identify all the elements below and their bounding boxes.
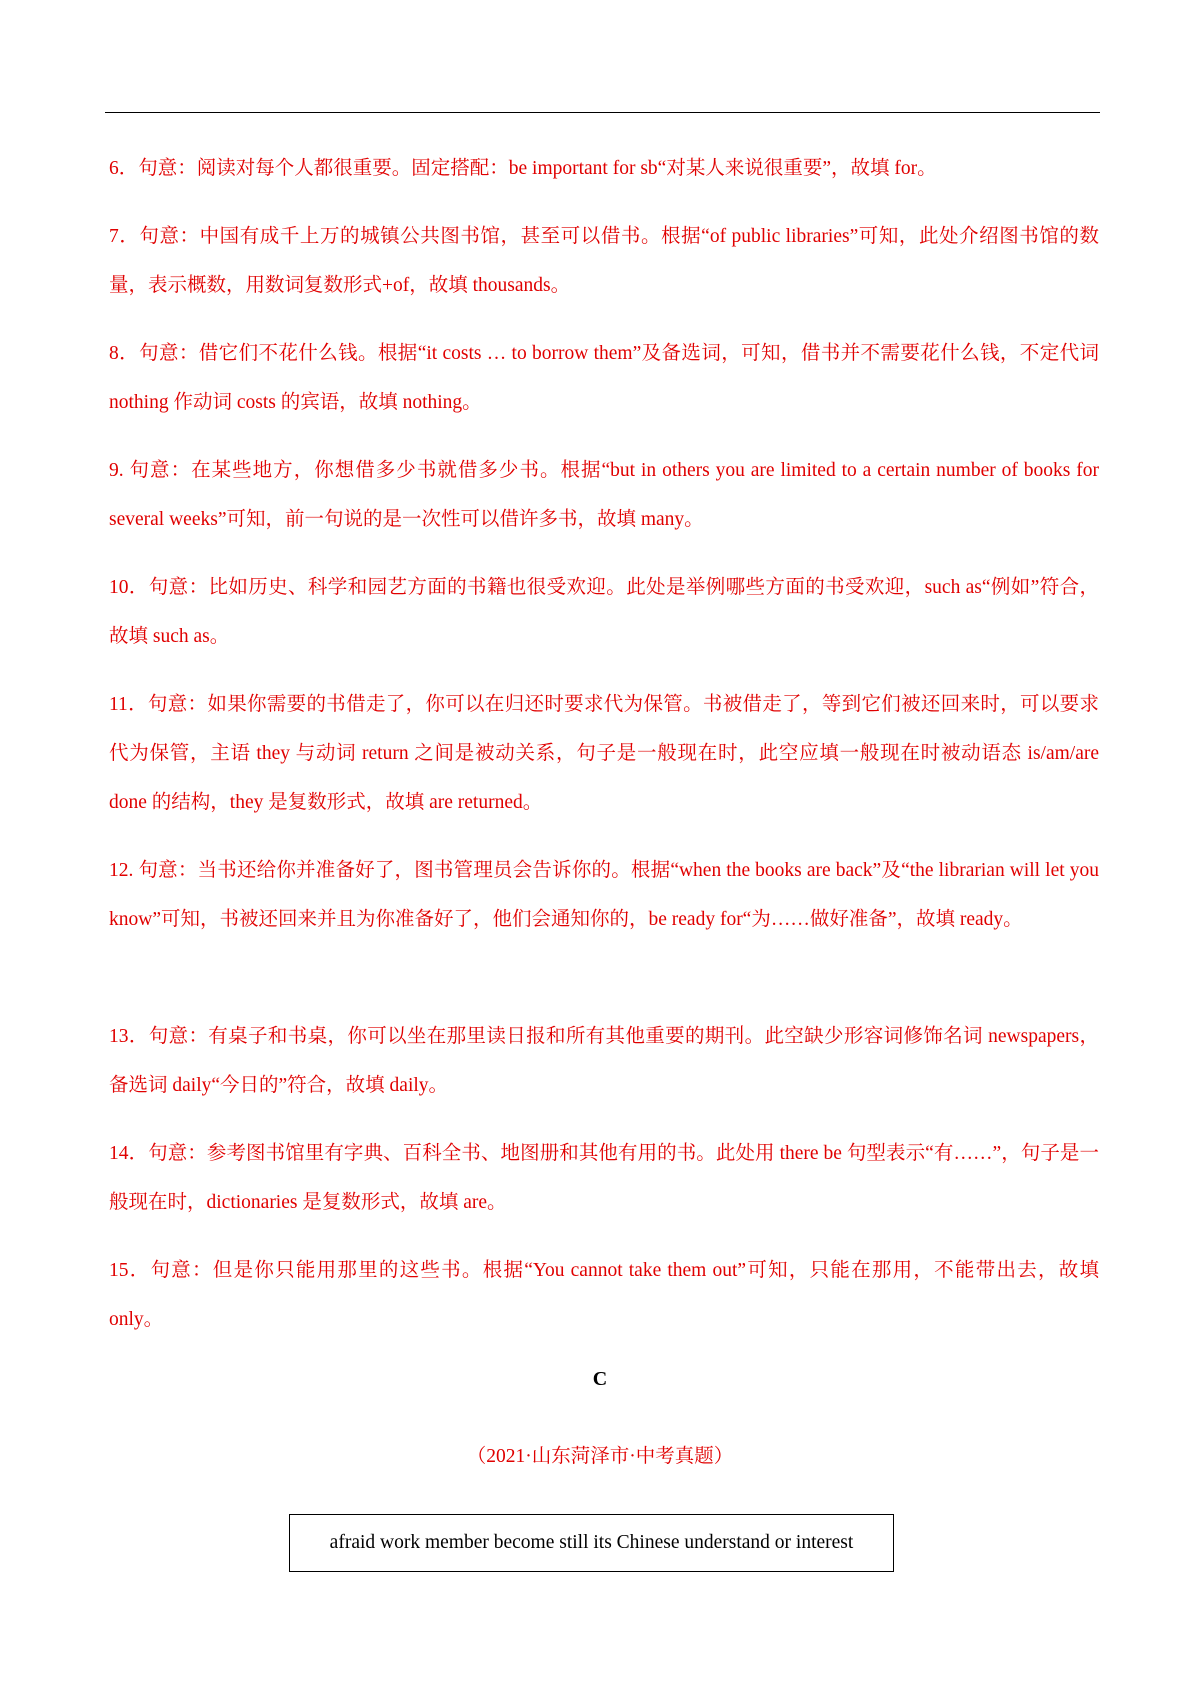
- explanation-8: 8．句意：借它们不花什么钱。根据“it costs … to borrow them”及备选词，可知，借书并不需要花什么钱，不定代词 nothing 作动词 costs 的宾语，故填 nothing。: [109, 343, 1099, 413]
- explanation-14: 14．句意：参考图书馆里有字典、百科全书、地图册和其他有用的书。此处用 there be 句型表示“有……”，句子是一般现在时，dictionaries 是复数形式，故填 are。: [109, 1143, 1099, 1213]
- section-heading: C: [592, 1368, 608, 1390]
- explanation-7: 7．句意：中国有成千上万的城镇公共图书馆，甚至可以借书。根据“of public libraries”可知，此处介绍图书馆的数量，表示概数，用数词复数形式+of，故填 thousands。: [109, 226, 1099, 296]
- exam-source: （2021·山东菏泽市·中考真题）: [466, 1446, 734, 1467]
- explanation-15: 15．句意：但是你只能用那里的这些书。根据“You cannot take them out”可知，只能在那用，不能带出去，故填 only。: [109, 1260, 1099, 1330]
- explanation-11: 11．句意：如果你需要的书借走了，你可以在归还时要求代为保管。书被借走了，等到它们被还回来时，可以要求代为保管，主语 they 与动词 return 之间是被动关系，句子是一般现在时，此空应填一般现在时被动语态 is/am/are done 的结构，they 是复数形式，故填 are returned。: [109, 694, 1099, 813]
- explanation-10: 10．句意：比如历史、科学和园艺方面的书籍也很受欢迎。此处是举例哪些方面的书受欢迎，such as“例如”符合，故填 such as。: [109, 577, 1099, 647]
- header-rule: [105, 112, 1100, 113]
- explanation-9: 9. 句意：在某些地方，你想借多少书就借多少书。根据“but in others you are limited to a certain number of books for several weeks”可知，前一句说的是一次性可以借许多书，故填 many。: [109, 460, 1099, 530]
- explanation-12: 12. 句意：当书还给你并准备好了，图书管理员会告诉你的。根据“when the books are back”及“the librarian will let you know”可知，书被还回来并且为你准备好了，他们会通知你的，be ready for“为……做好准备”，故填 ready。: [109, 860, 1099, 930]
- explanation-6: 6．句意：阅读对每个人都很重要。固定搭配：be important for sb“对某人来说很重要”，故填 for。: [109, 158, 937, 179]
- word-bank-box: afraid work member become still its Chinese understand or interest: [289, 1514, 894, 1572]
- explanation-13: 13．句意：有桌子和书桌，你可以坐在那里读日报和所有其他重要的期刊。此空缺少形容词修饰名词 newspapers，备选词 daily“今日的”符合，故填 daily。: [109, 1026, 1099, 1096]
